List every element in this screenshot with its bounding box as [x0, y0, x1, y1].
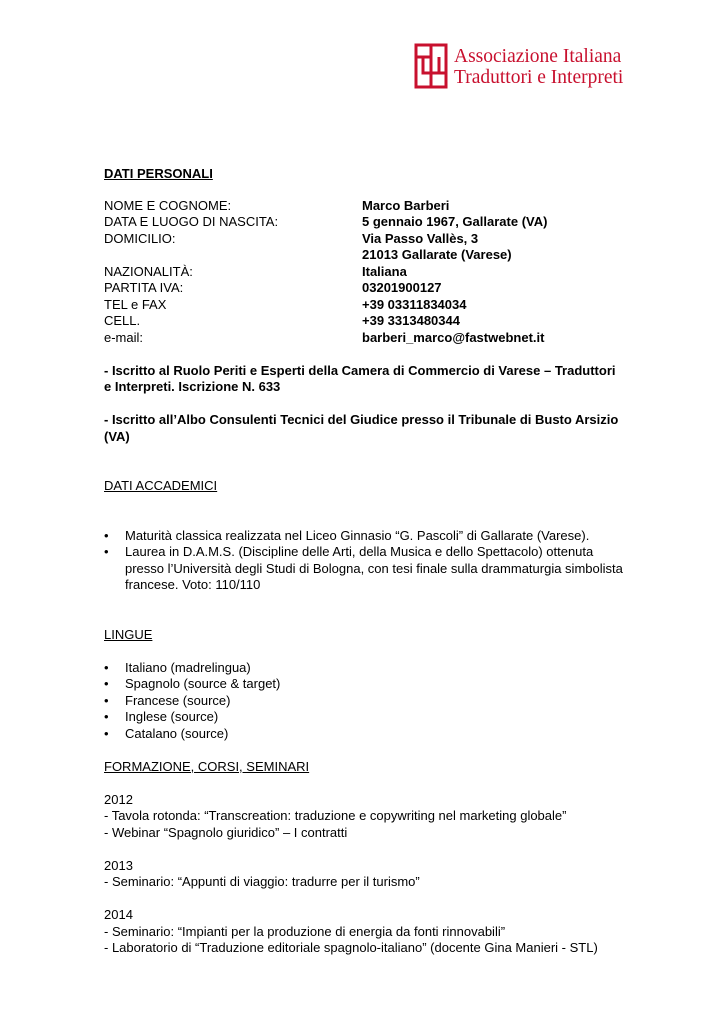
- aiti-logo-icon: [414, 43, 448, 89]
- detail-label: NAZIONALITÀ:: [104, 263, 193, 279]
- list-item: • Francese (source): [104, 693, 624, 710]
- list-item: • Catalano (source): [104, 726, 624, 743]
- detail-row: [104, 330, 624, 347]
- list-item: • Italiano (madrelingua): [104, 660, 624, 677]
- header-logo: [414, 43, 626, 91]
- detail-value: Italiana: [362, 263, 407, 279]
- detail-row: [104, 313, 624, 330]
- org-name: [454, 46, 623, 88]
- list-item: • Inglese (source): [104, 709, 624, 726]
- cv-document: [104, 166, 624, 957]
- list-item: • Laurea in D.A.M.S. (Discipline delle Arti, della Musica e dello Spettacolo) ottenuta presso l’Università degli Studi di Bologna, con tesi finale sulla drammaturgia simbolista francese. Voto: 110/110: [104, 544, 624, 594]
- detail-label: CELL.: [104, 313, 141, 328]
- detail-value: Via Passo Vallès, 3: [362, 230, 479, 246]
- detail-label: DATA E LUOGO DI NASCITA:: [104, 214, 279, 229]
- detail-value: +39 03311834034: [362, 296, 467, 312]
- detail-value: barberi_marco@fastwebnet.it: [362, 329, 545, 345]
- section-heading-academic: DATI ACCADEMICI: [104, 478, 218, 493]
- registration-court: - Iscritto all’Albo Consulenti Tecnici del Giudice presso il Tribunale di Busto Arsizio (VA): [104, 412, 619, 444]
- detail-row: [104, 297, 624, 314]
- training-year: 2014: [104, 907, 133, 922]
- detail-row: [104, 280, 624, 297]
- org-name-line2: Traduttori e Interpreti: [454, 67, 624, 88]
- detail-label: NOME E COGNOME:: [104, 197, 232, 213]
- list-item: • Maturità classica realizzata nel Liceo Ginnasio “G. Pascoli” di Gallarate (Varese).: [104, 528, 624, 545]
- academic-list: [104, 528, 624, 594]
- detail-label: [104, 247, 362, 264]
- training-year: 2012: [104, 791, 133, 807]
- training-year: 2013: [104, 857, 133, 873]
- registration-chamber: - Iscritto al Ruolo Periti e Esperti della Camera di Commercio di Varese – Traduttori e Interpreti. Iscrizione N. 633: [104, 362, 616, 394]
- detail-row: [104, 231, 624, 248]
- detail-label: e-mail:: [104, 329, 144, 345]
- personal-details: [104, 198, 624, 347]
- detail-value: Marco Barberi: [362, 197, 450, 213]
- detail-row: [104, 247, 624, 264]
- list-item: • Spagnolo (source & target): [104, 676, 624, 693]
- training-entry: - Webinar “Spagnolo giuridico” – I contratti: [104, 824, 348, 840]
- section-heading-training: FORMAZIONE, CORSI, SEMINARI: [104, 758, 310, 774]
- detail-label: PARTITA IVA:: [104, 280, 184, 295]
- training-entry: - Seminario: “Appunti di viaggio: tradurre per il turismo”: [104, 874, 420, 889]
- detail-value: 21013 Gallarate (Varese): [362, 247, 512, 262]
- training-entry: - Tavola rotonda: “Transcreation: traduzione e copywriting nel marketing globale”: [104, 808, 567, 823]
- languages-list: [104, 660, 624, 743]
- training-entry: - Laboratorio di “Traduzione editoriale spagnolo-italiano” (docente Gina Manieri - STL): [104, 940, 598, 955]
- detail-value: 5 gennaio 1967, Gallarate (VA): [362, 214, 548, 229]
- detail-value: +39 3313480344: [362, 313, 460, 328]
- detail-label: TEL e FAX: [104, 296, 167, 312]
- detail-row: [104, 264, 624, 281]
- detail-row: [104, 214, 624, 231]
- detail-value: 03201900127: [362, 280, 442, 295]
- section-heading-personal: DATI PERSONALI: [104, 166, 213, 181]
- training-entry: - Seminario: “Impianti per la produzione di energia da fonti rinnovabili”: [104, 923, 506, 939]
- detail-label: DOMICILIO:: [104, 230, 176, 246]
- org-name-line1: Associazione Italiana: [454, 46, 622, 67]
- detail-row: [104, 198, 624, 215]
- section-heading-languages: LINGUE: [104, 626, 153, 642]
